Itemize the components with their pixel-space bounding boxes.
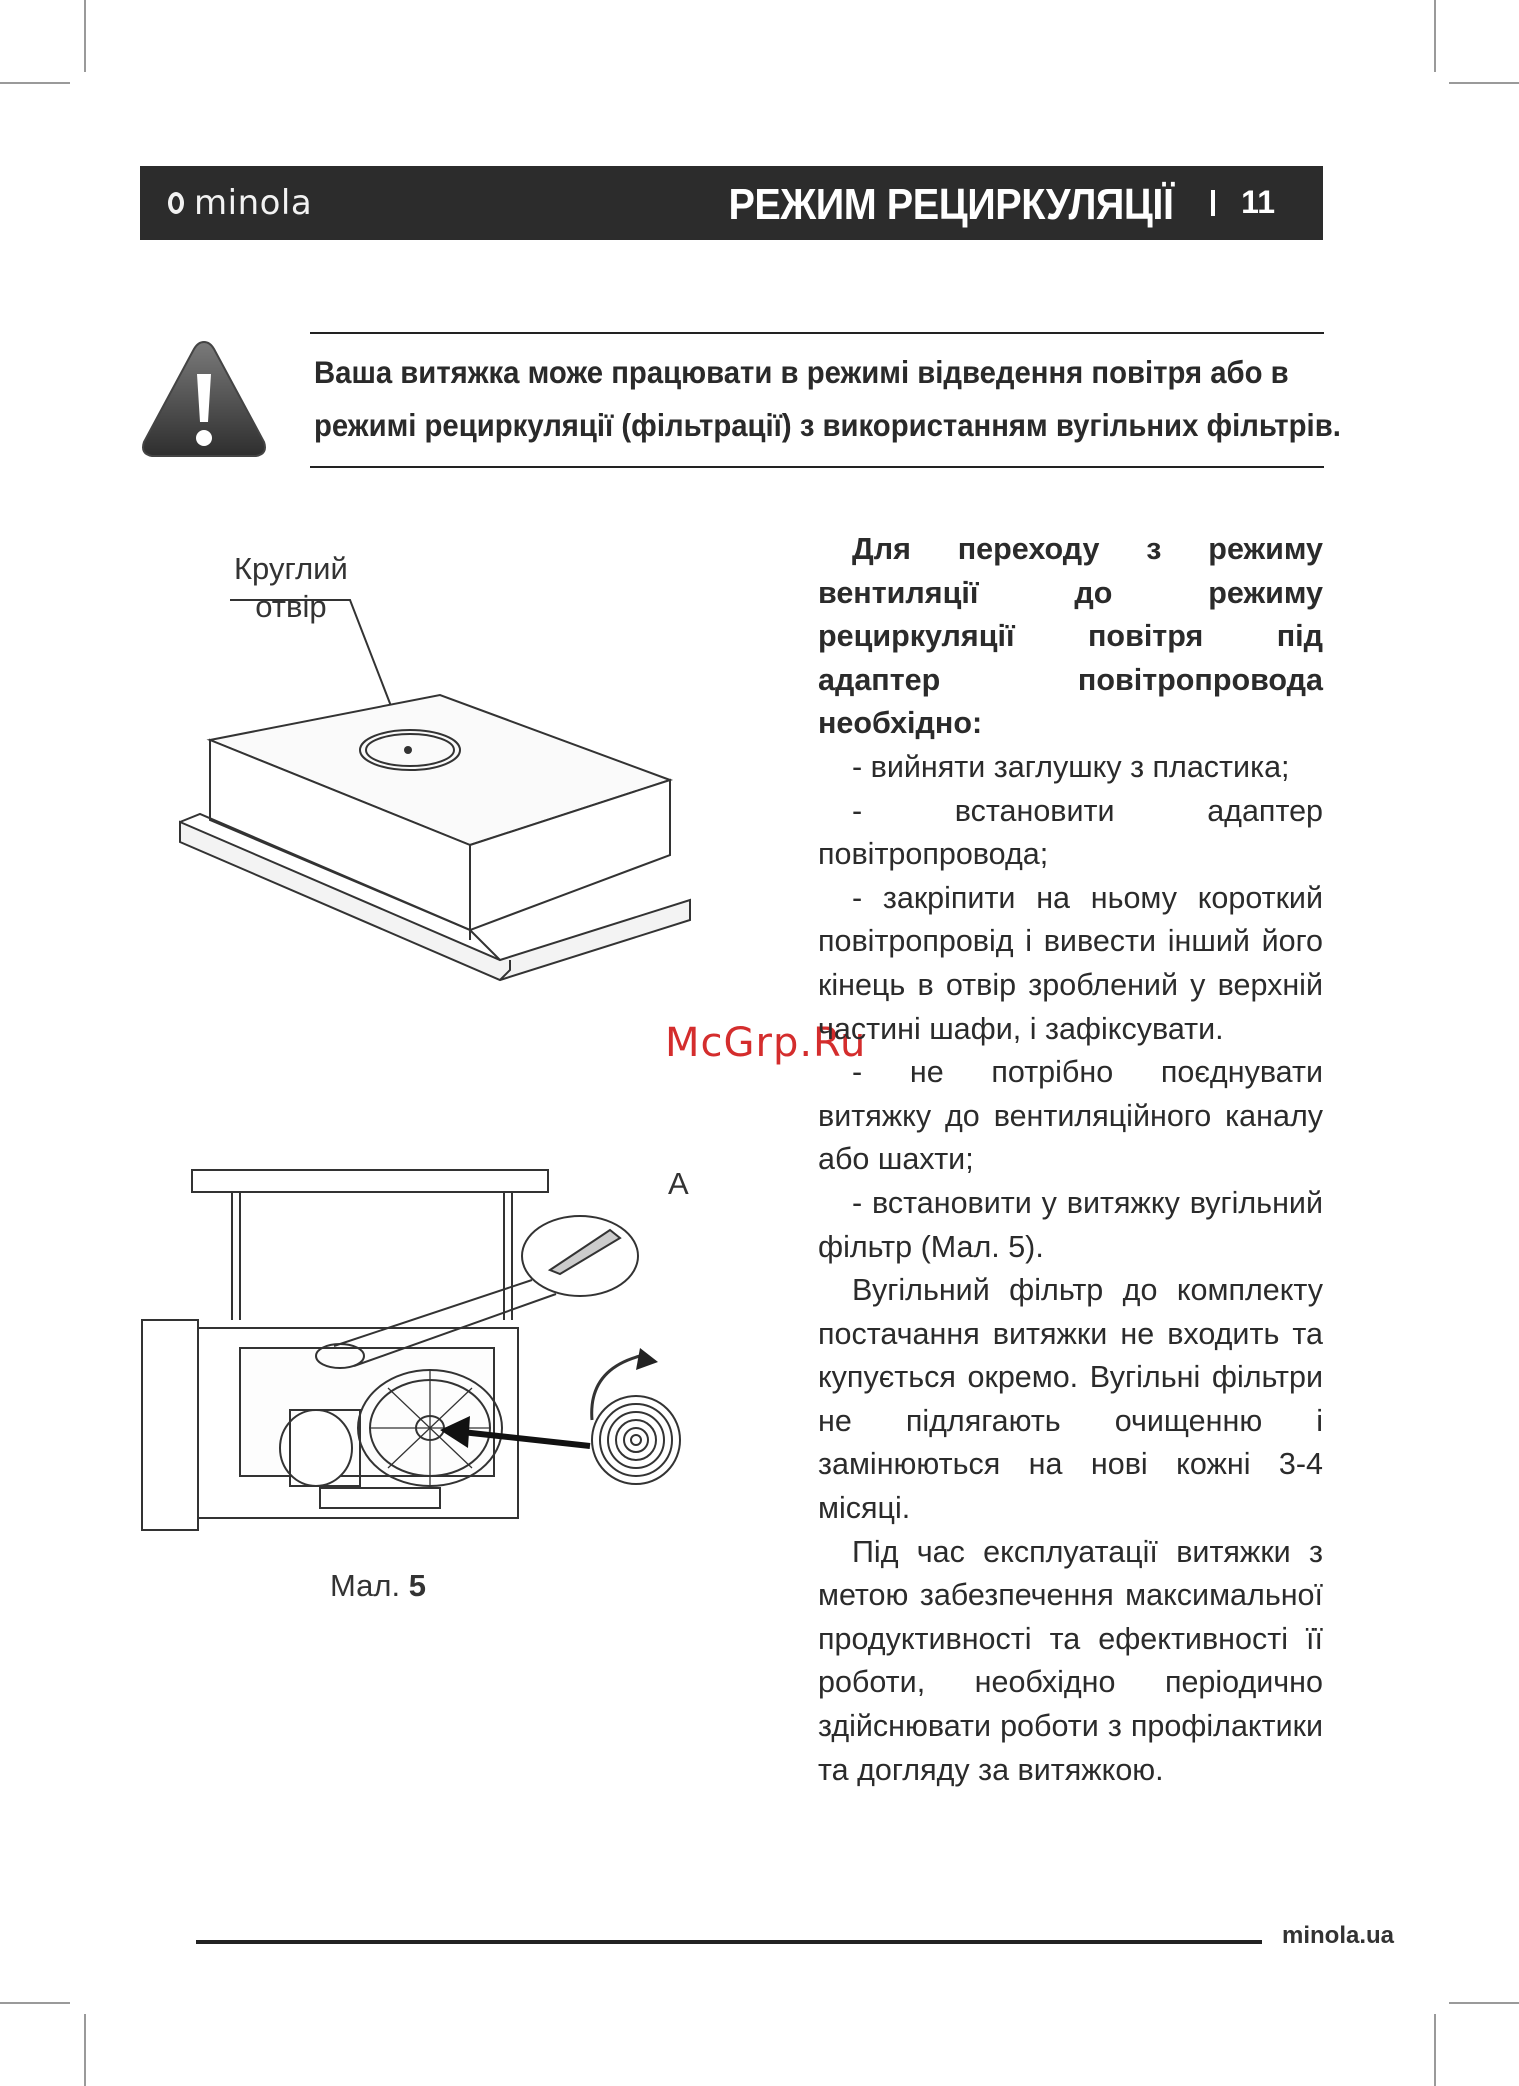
footer-rule — [196, 1940, 1262, 1944]
caption-prefix: Мал. — [330, 1568, 401, 1603]
watermark: McGrp.Ru — [665, 1020, 867, 1066]
warning-line-2: режимі рециркуляції (фільтрації) з використанням вугільних фільтрів. — [314, 407, 1341, 443]
step-item: - не потрібно поєднувати витяжку до вентиляційного каналу або шахти; — [818, 1055, 1323, 1177]
instructions-text — [818, 528, 1323, 1792]
page-number: 11 — [1241, 184, 1275, 220]
label-line: Круглий — [234, 551, 348, 586]
crop-mark — [1434, 2014, 1436, 2086]
footer-url: minola.ua — [1282, 1922, 1395, 1949]
warning-top-rule — [310, 332, 1324, 334]
brand-name: minola — [194, 183, 313, 223]
page-title: РЕЖИМ РЕЦИРКУЛЯЦІЇ — [728, 180, 1173, 229]
warning-bottom-rule — [310, 466, 1324, 468]
page-header — [140, 166, 1323, 240]
figure-caption — [330, 1568, 426, 1604]
hood-isometric-drawing — [170, 600, 710, 990]
step-item: - вийняти заглушку з пластика; — [852, 749, 1290, 784]
instructions-lead: Для переходу з режиму вентиляції до режиму рециркуляції повітря під адаптер повітропровода необхідно: — [818, 532, 1323, 741]
brand-logo — [168, 183, 312, 223]
warning-text — [314, 346, 1341, 452]
crop-mark — [1449, 82, 1519, 84]
label-line: отвір — [255, 589, 327, 624]
step-item: - закріпити на ньому короткий повітропровід і вивести інший його кінець в отвір зроблений у верхній частині шафи, і зафіксувати. — [818, 880, 1323, 1046]
crop-mark — [0, 2002, 70, 2004]
warning-triangle-icon — [140, 338, 268, 460]
header-divider — [1211, 190, 1215, 216]
crop-mark — [1449, 2002, 1519, 2004]
caption-number: 5 — [408, 1568, 426, 1603]
crop-mark — [0, 82, 70, 84]
crop-mark — [84, 0, 86, 72]
filter-paragraph: Вугільний фільтр до комплекту постачання витяжки не входить та купується окремо. Вугільні фільтри не підлягають очищенню і замінюються на нові кожні 3-4 місяці. — [818, 1273, 1323, 1526]
step-item: - встановити у витяжку вугільний фільтр (Мал. 5). — [818, 1185, 1323, 1264]
maintenance-paragraph: Під час експлуатації витяжки з метою забезпечення максимальної продуктивності та ефективності її роботи, необхідно періодично здійснювати роботи з профілактики та догляду за витяжкою. — [818, 1534, 1323, 1787]
filter-installation-drawing — [140, 1170, 730, 1540]
step-item: - встановити адаптер повітропровода; — [818, 793, 1323, 872]
figure-label-a: A — [668, 1166, 689, 1201]
crop-mark — [84, 2014, 86, 2086]
warning-line-1: Ваша витяжка може працювати в режимі відведення повітря або в — [314, 354, 1289, 390]
crop-mark — [1434, 0, 1436, 72]
brand-mark-icon — [168, 192, 184, 214]
